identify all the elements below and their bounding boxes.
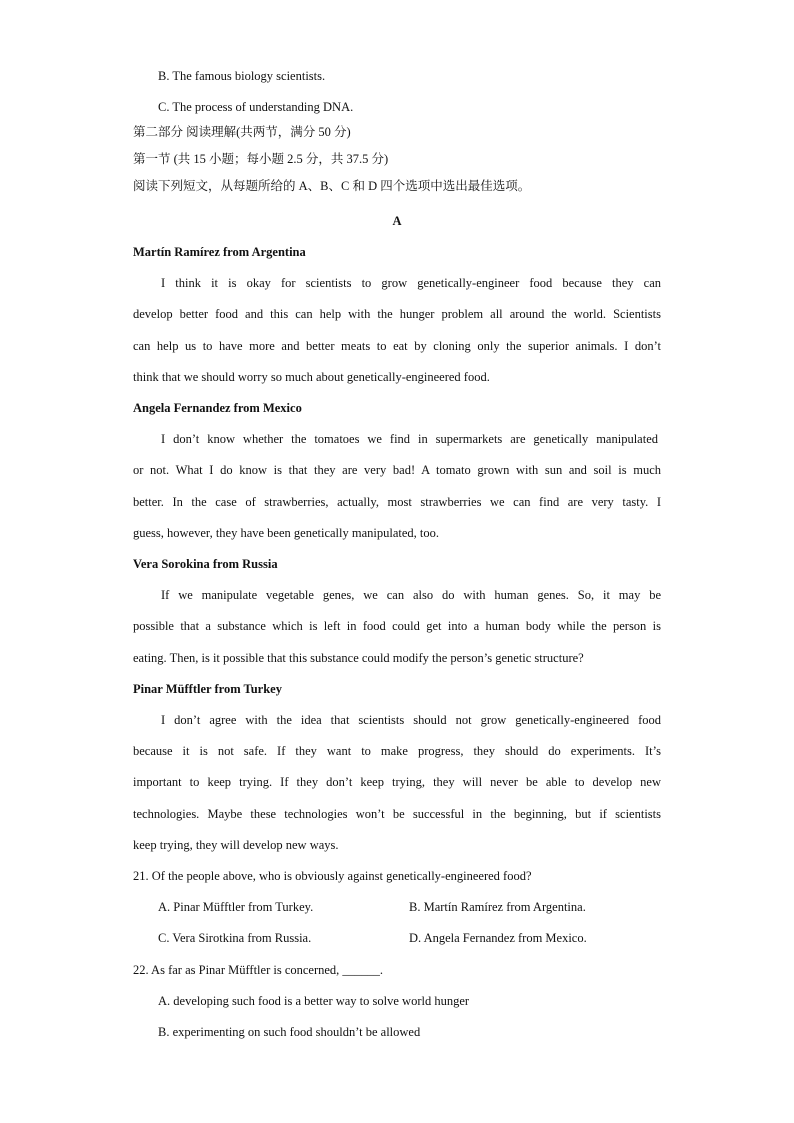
section-title: 第一节 (共 15 小题；每小题 2.5 分，共 37.5 分) — [133, 152, 389, 166]
paragraph-line: technologies. Maybe these technologies won’t be successful in the beginning, but if scientists — [133, 807, 661, 821]
paragraph-line: keep trying, they will develop new ways. — [133, 838, 339, 852]
paragraph-line: can help us to have more and better meats to eat by cloning only the superior animals. I don’t — [133, 339, 661, 353]
question-21-option-b: B. Martín Ramírez from Argentina. — [409, 900, 586, 914]
paragraph-line: possible that a substance which is left in food could get into a human body while the person is — [133, 619, 661, 633]
question-21-option-d: D. Angela Fernandez from Mexico. — [409, 931, 587, 945]
paragraph-line: I don’t know whether the tomatoes we find in supermarkets are genetically manipulated — [161, 432, 658, 446]
paragraph-line: guess, however, they have been genetically manipulated, too. — [133, 526, 439, 540]
speaker-name: Pinar Müfftler from Turkey — [133, 682, 282, 696]
paragraph-line: I don’t agree with the idea that scientists should not grow genetically-engineered food — [161, 713, 661, 727]
paragraph-line: because it is not safe. If they want to make progress, they should do experiments. It’s — [133, 744, 661, 758]
paragraph-line: eating. Then, is it possible that this substance could modify the person’s genetic structure? — [133, 651, 584, 665]
part-title: 第二部分 阅读理解(共两节，满分 50 分) — [133, 125, 351, 139]
prev-option-c: C. The process of understanding DNA. — [158, 100, 354, 114]
question-22-stem: 22. As far as Pinar Müfftler is concerned, ______. — [133, 963, 384, 977]
paragraph-line: better. In the case of strawberries, actually, most strawberries we can find are very tasty. I — [133, 495, 661, 509]
question-22-option-b: B. experimenting on such food shouldn’t be allowed — [158, 1025, 421, 1039]
passage-label: A — [392, 214, 402, 228]
speaker-name: Angela Fernandez from Mexico — [133, 401, 302, 415]
paragraph-line: I think it is okay for scientists to grow genetically-engineer food because they can — [161, 276, 661, 290]
paragraph-line: important to keep trying. If they don’t keep trying, they will never be able to develop new — [133, 775, 661, 789]
question-22-option-a: A. developing such food is a better way to solve world hunger — [158, 994, 470, 1008]
paragraph-line: think that we should worry so much about genetically-engineered food. — [133, 370, 490, 384]
paragraph-line: If we manipulate vegetable genes, we can also do with human genes. So, it may be — [161, 588, 661, 602]
paragraph-line: develop better food and this can help with the hunger problem all around the world. Scientists — [133, 307, 661, 321]
speaker-name: Vera Sorokina from Russia — [133, 557, 278, 571]
question-21-option-a: A. Pinar Müfftler from Turkey. — [158, 900, 314, 914]
speaker-name: Martín Ramírez from Argentina — [133, 245, 306, 259]
instruction: 阅读下列短文，从每题所给的 A、B、C 和 D 四个选项中选出最佳选项。 — [133, 179, 531, 193]
prev-option-b: B. The famous biology scientists. — [158, 69, 326, 83]
paragraph-line: or not. What I do know is that they are very bad! A tomato grown with sun and soil is much — [133, 463, 661, 477]
question-21-option-c: C. Vera Sirotkina from Russia. — [158, 931, 312, 945]
question-21-stem: 21. Of the people above, who is obviously against genetically-engineered food? — [133, 869, 532, 883]
